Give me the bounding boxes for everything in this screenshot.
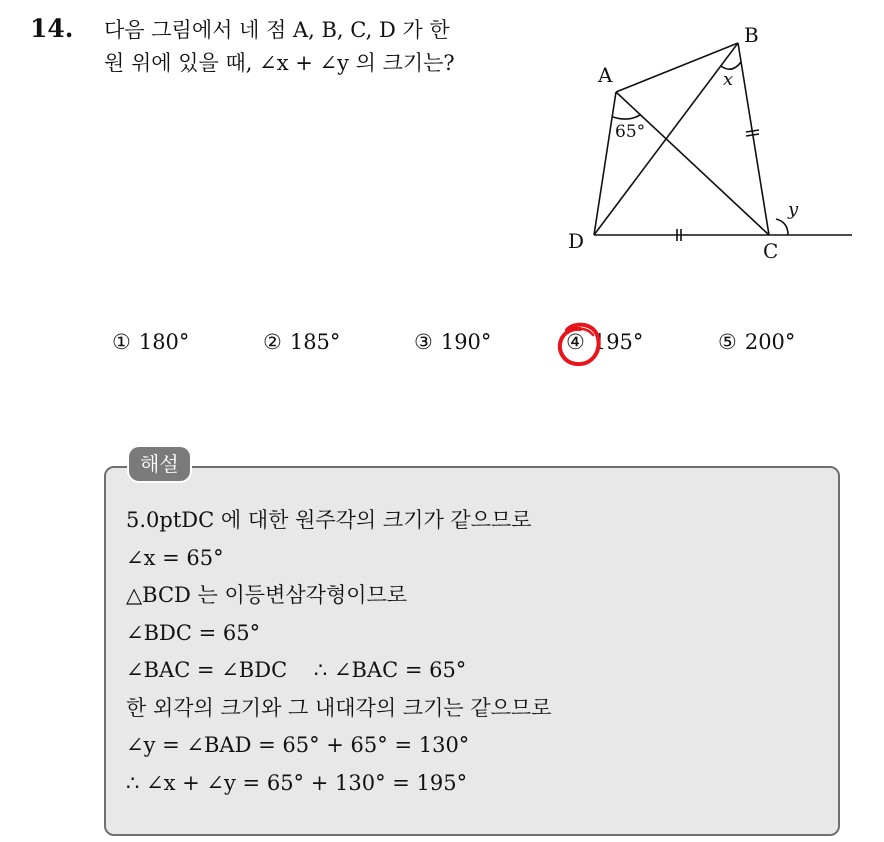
choice-4-value: 195° [592,330,644,354]
solution-line-4: ∠BDC = 65° [126,620,261,645]
solution-line-1: 5.0ptDC 에 대한 원주각의 크기가 같으므로 [126,508,532,532]
solution-line-2: ∠x = 65° [126,545,224,570]
choice-1-number: ① [112,330,131,354]
choice-2-value: 185° [289,330,341,354]
question-text [104,14,544,80]
choice-3-value: 190° [440,330,492,354]
solution-line-7: ∠y = ∠BAD = 65° + 65° = 130° [126,733,470,757]
angle-arc-y [776,219,788,235]
question-line-2: 원 위에 있을 때, ∠x + ∠y 의 크기는? [104,51,455,75]
solution-line-6: 한 외각의 크기와 그 내대각의 크기는 같으므로 [126,695,552,720]
choice-3-number: ③ [414,330,433,354]
label-d: D [568,229,585,253]
label-y: y [788,199,799,220]
segment-bc [738,43,769,235]
solution-tag: 해설 [129,447,190,481]
choice-5-value: 200° [744,330,796,354]
label-b: B [744,23,759,47]
choice-5[interactable] [718,330,795,354]
choice-2-number: ② [263,330,282,354]
choice-3[interactable] [414,330,491,354]
tick-bc-1 [746,130,759,132]
question-line-1: 다음 그림에서 네 점 A, B, C, D 가 한 [104,18,450,42]
tick-bc-2 [746,134,759,136]
solution-line-5: ∠BAC = ∠BDC ∴ ∠BAC = 65° [126,658,467,682]
label-x: x [723,69,734,90]
choice-4[interactable] [566,330,643,354]
solution-text [126,502,826,802]
segment-ad [594,92,616,235]
label-angle-65: 65° [615,122,646,142]
label-a: A [598,63,613,87]
choice-5-number: ⑤ [718,330,737,354]
choice-4-number: ④ [566,330,585,354]
choice-2[interactable] [263,330,340,354]
solution-line-3: △BCD 는 이등변삼각형이므로 [126,583,408,607]
choice-1[interactable] [112,330,189,354]
angle-arc-a [613,115,640,119]
label-c: C [763,239,779,263]
geometry-figure [556,16,856,266]
question-number: 14. [30,14,74,43]
choice-1-value: 180° [138,330,190,354]
diagonal-ac [616,92,769,235]
solution-line-8: ∴ ∠x + ∠y = 65° + 130° = 195° [126,770,468,795]
answer-choices [0,330,884,366]
